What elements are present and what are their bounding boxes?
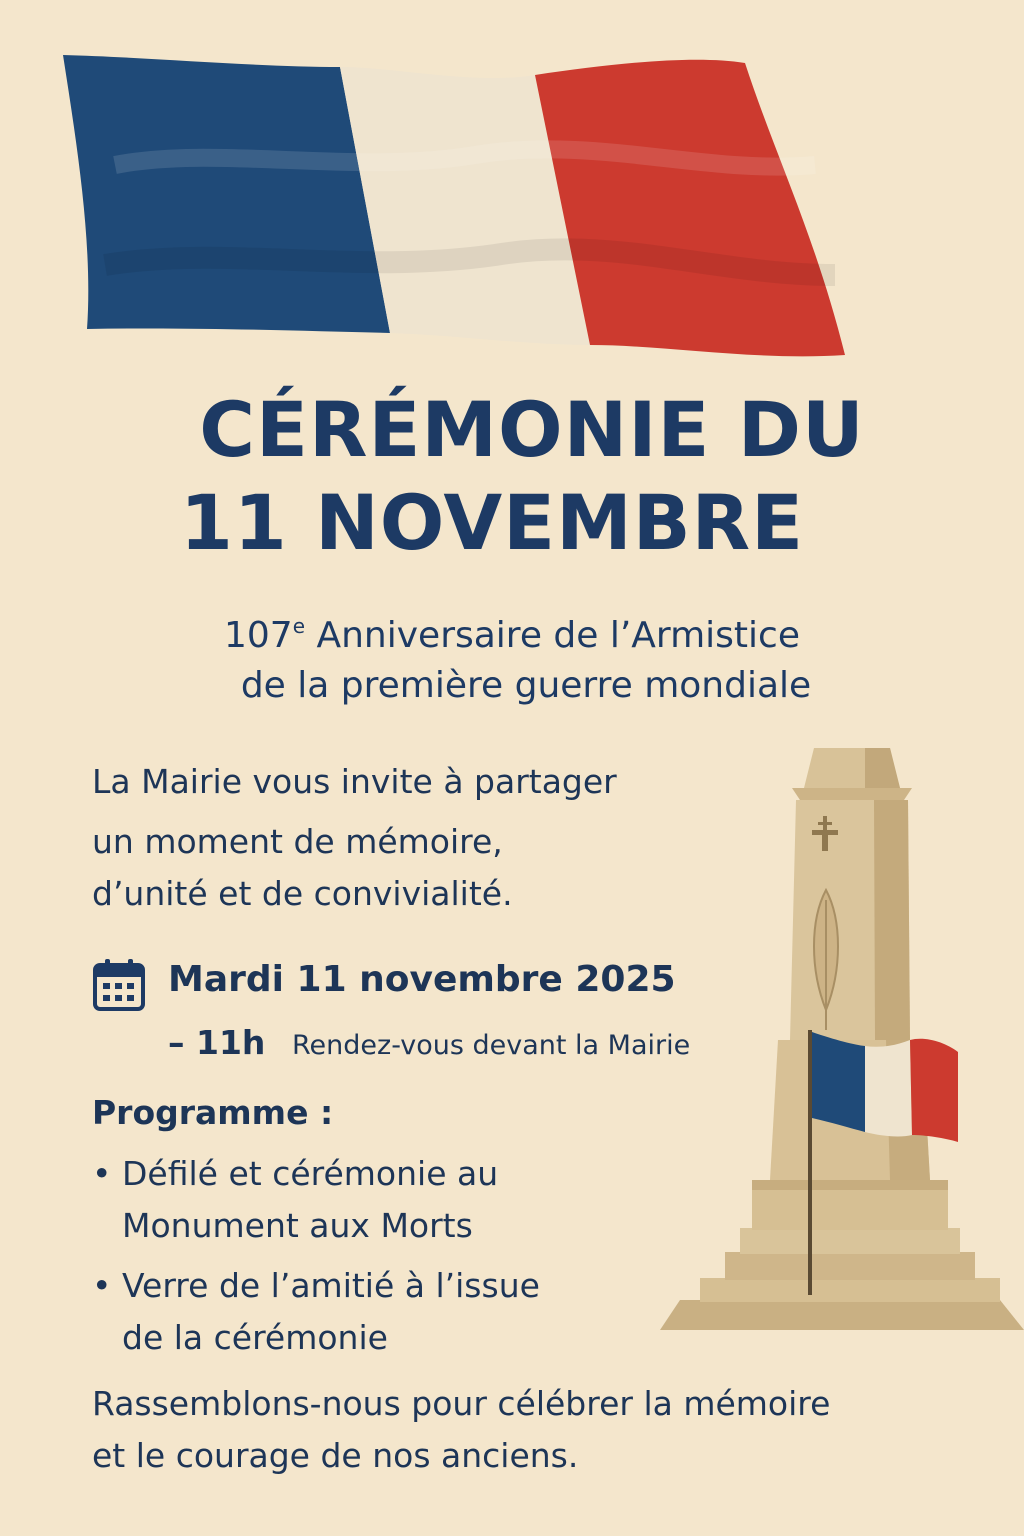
subtitle-line-1-text: Anniversaire de l’Armistice (305, 615, 800, 656)
programme-item-line: Défilé et cérémonie au (122, 1154, 499, 1193)
subtitle-line-2: de la première guerre mondiale (240, 665, 812, 706)
calendar-icon (92, 957, 146, 1013)
anniversary-number: 107 (224, 615, 293, 656)
programme-item-line: Monument aux Morts (122, 1206, 473, 1245)
programme-item (92, 1260, 692, 1370)
programme-heading: Programme : (92, 1093, 334, 1132)
invitation-line: un moment de mémoire, (92, 822, 503, 861)
event-time: – 11h (168, 1023, 266, 1062)
bullet-icon: • (92, 1266, 112, 1305)
programme-item-line: de la cérémonie (122, 1318, 388, 1357)
invitation-line: La Mairie vous invite à partager (92, 762, 617, 801)
anniversary-ordinal: e (292, 614, 306, 638)
subtitle-line-1 (0, 600, 1024, 662)
programme-item (92, 1148, 692, 1258)
closing-line: Rassemblons-nous pour célébrer la mémoire (92, 1384, 831, 1423)
flag-blue-band (63, 55, 390, 333)
event-date: Mardi 11 novembre 2025 (168, 959, 676, 1000)
page-title-line-2: 11 NOVEMBRE (179, 478, 805, 567)
programme-item-line: Verre de l’amitié à l’issue (122, 1266, 540, 1305)
invitation-line: d’unité et de convivialité. (92, 874, 513, 913)
page-title-line-1: CÉRÉMONIE DU (199, 385, 865, 474)
french-flag-icon (55, 45, 865, 375)
bullet-icon: • (92, 1154, 112, 1193)
closing-line: et le courage de nos anciens. (92, 1436, 579, 1475)
event-meeting-point: Rendez-vous devant la Mairie (292, 1030, 691, 1061)
war-memorial-icon (660, 740, 1024, 1340)
